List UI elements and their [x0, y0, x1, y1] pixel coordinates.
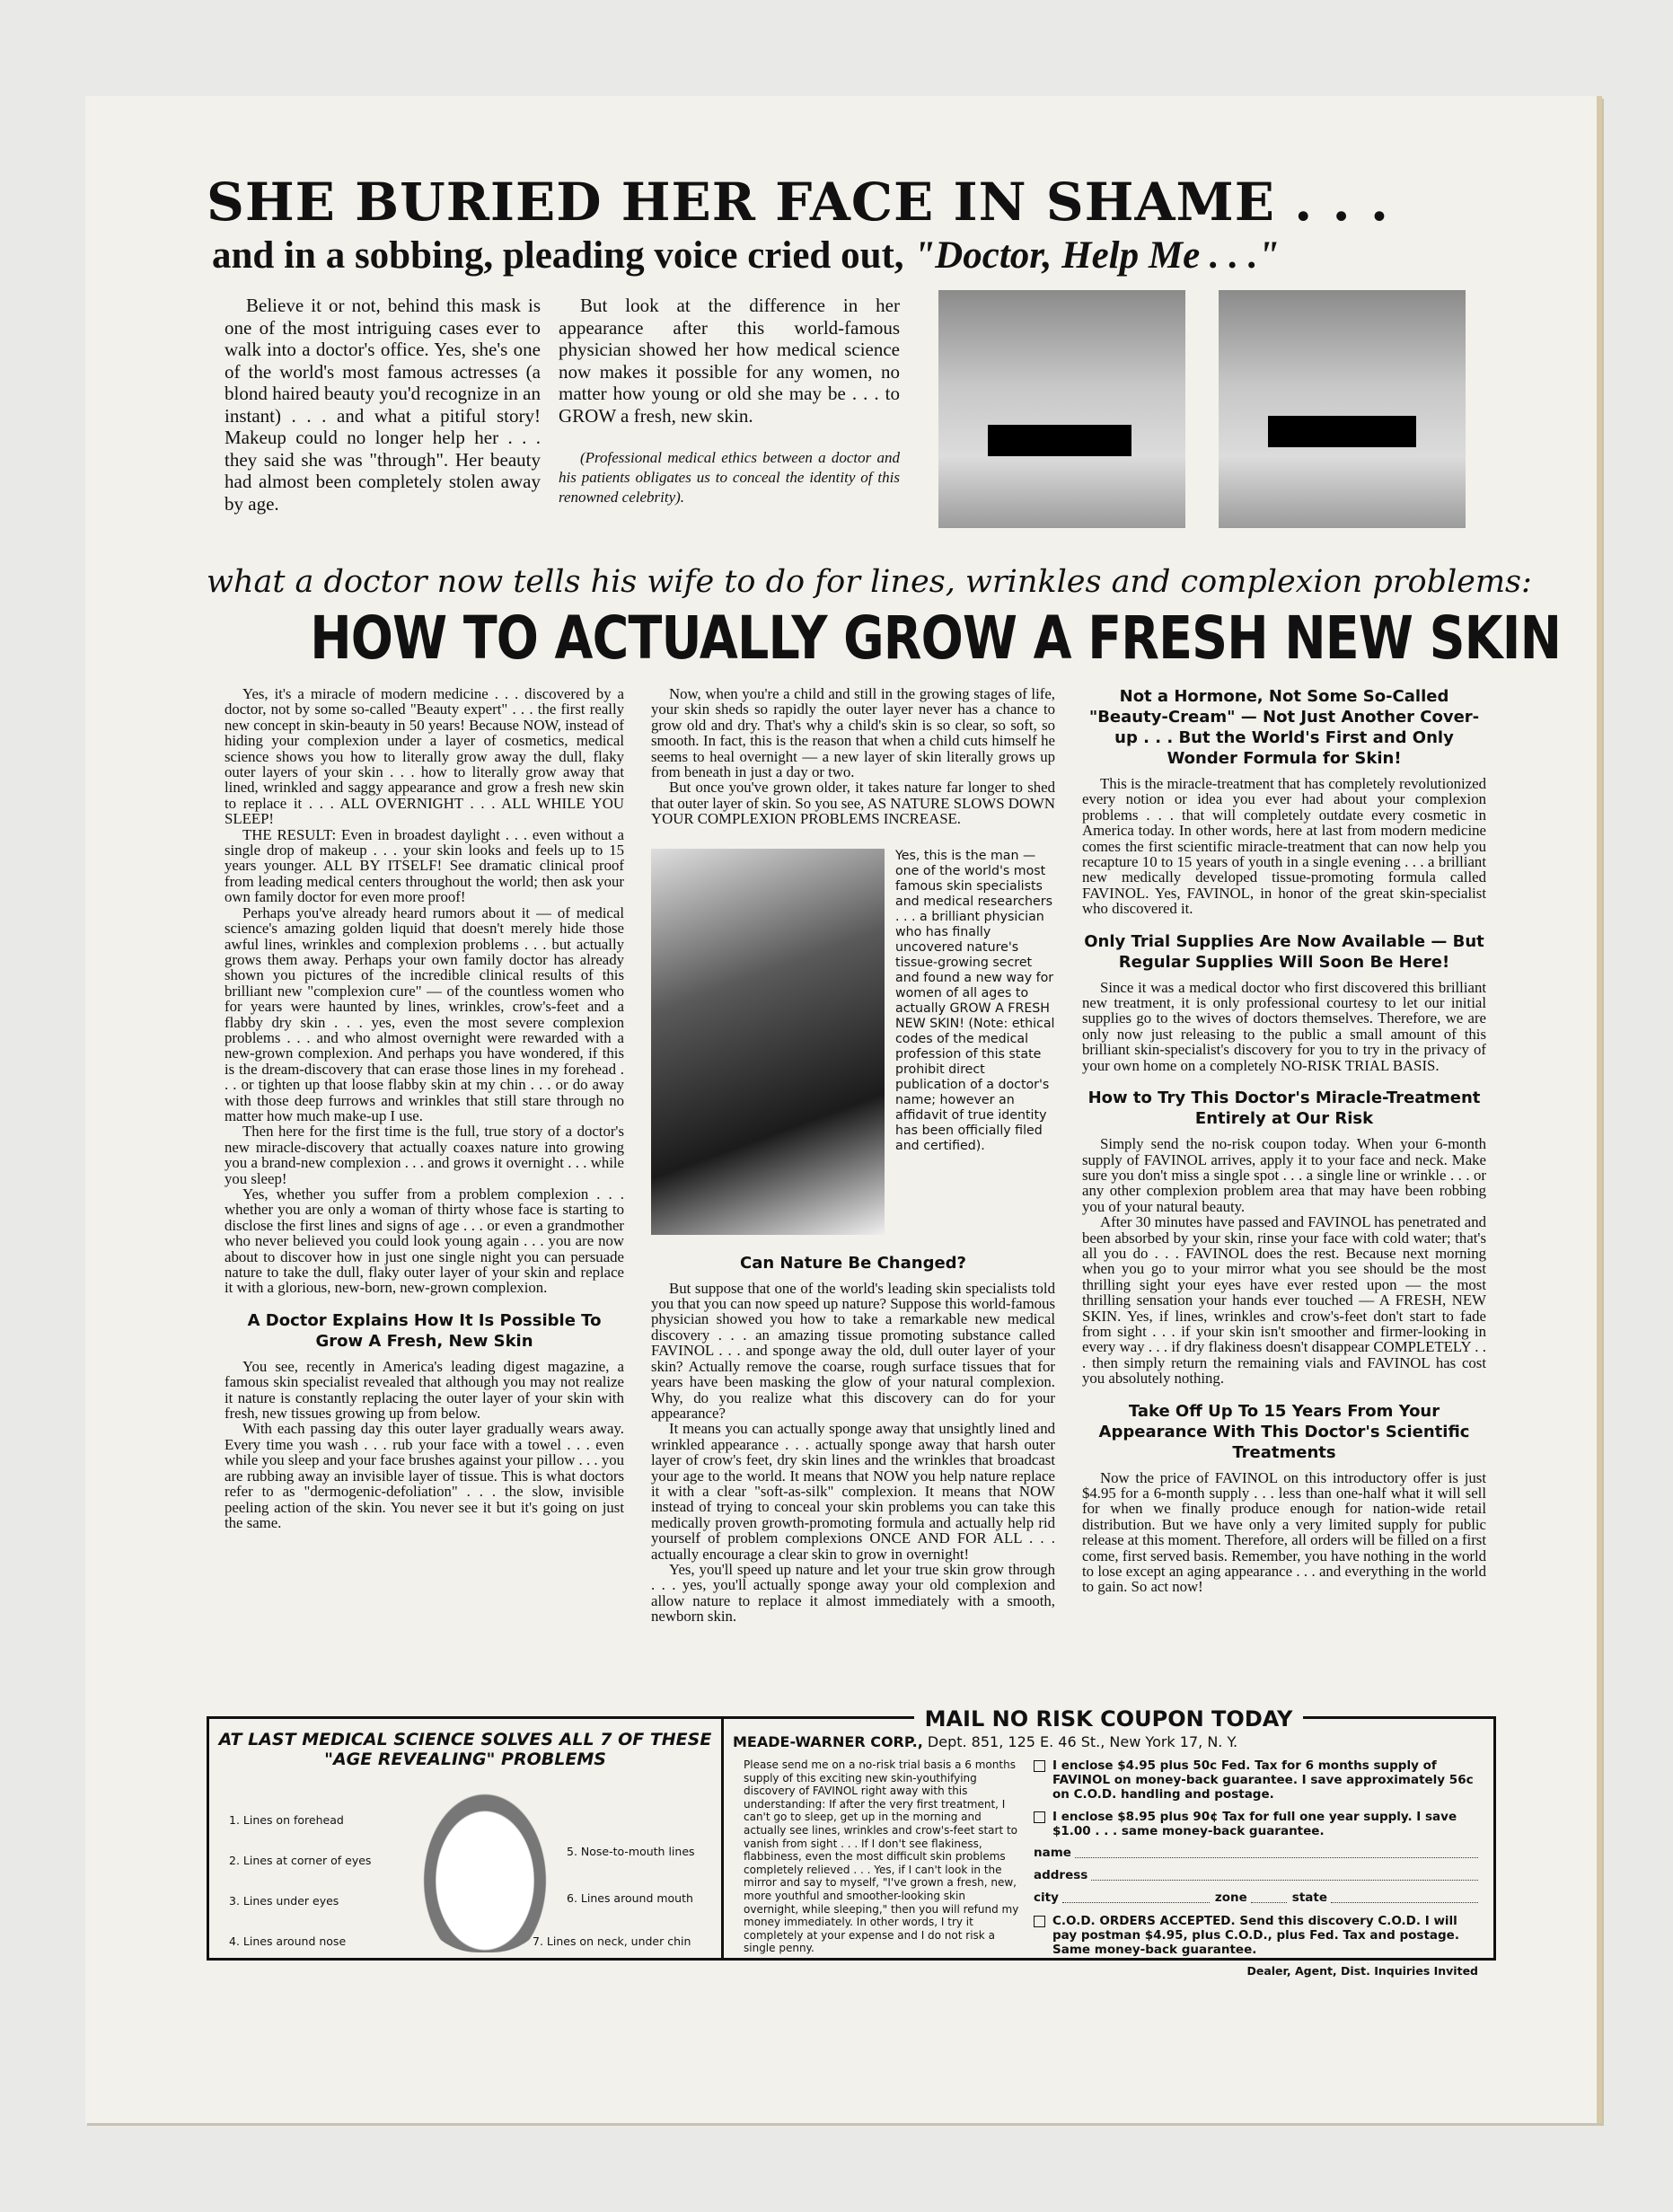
doctor-subheadline: what a doctor now tells his wife to do for lines, wrinkles and complexion problems:	[207, 564, 1532, 600]
doctor-portrait-block	[651, 849, 1055, 1235]
woman-face-illustration	[409, 1773, 561, 1952]
section-heading: Take Off Up To 15 Years From Your Appearance With This Doctor's Scientific Treatments	[1098, 1401, 1470, 1462]
photo-caption: Yes, this is the man —one of the world's most famous skin specialists and medical researchers . . . a brilliant physician who has finally uncovered nature's tissue-growing secret and found a new way for women of all ages to actually GROW A FRESH NEW SKIN! (Note: ethical codes of the medical profession of this state prohibit direct publication of a doctor's name; however an affidavit of true identity has been officially filed and certified).	[895, 848, 1055, 1153]
order-options	[1034, 1758, 1478, 1978]
address-field[interactable]: address	[1034, 1868, 1478, 1882]
problem-label: 2. Lines at corner of eyes	[229, 1854, 372, 1867]
section-heading: Only Trial Supplies Are Now Available — But Regular Supplies Will Soon Be Here!	[1084, 931, 1484, 972]
coupon-title: MAIL NO RISK COUPON TODAY	[724, 1706, 1493, 1732]
censor-bar	[988, 425, 1131, 456]
problem-label: 6. Lines around mouth	[567, 1891, 693, 1905]
before-photo	[938, 290, 1185, 528]
dealer-note: Dealer, Agent, Dist. Inquiries Invited	[1246, 1964, 1478, 1978]
option-cod[interactable]: C.O.D. ORDERS ACCEPTED. Send this discovery C.O.D. I will pay postman $4.95, plus C.O.D., plus Fed. Tax and postage. Same money-back guarantee.	[1034, 1914, 1478, 1958]
city-zone-state-field[interactable]: city zone state	[1034, 1890, 1478, 1905]
problems-heading: AT LAST MEDICAL SCIENCE SOLVES ALL 7 OF THESE "AGE REVEALING" PROBLEMS	[218, 1730, 712, 1769]
grow-skin-headline: HOW TO ACTUALLY GROW A FRESH NEW SKIN	[310, 604, 1562, 673]
coupon-terms: Please send me on a no-risk trial basis a 6 months supply of this exciting new skin-youthifying discovery of FAVINOL right away with this understanding: If after the very first treatment, I can't go to sleep, get up in the morning and actually see lines, wrinkles and crow's-feet start to vanish from sight . . . If I don't see flakiness, flabbiness, even the most difficult skin problems completely relieved . . . Yes, if I can't look in the mirror and say to myself, "I've grown a fresh, new, more youthful and smoother-looking skin overnight, while sleeping," then you will refund my money immediately. In other words, I try it completely at your expense and I do not risk a single penny.	[744, 1758, 1019, 1955]
option-one-year[interactable]: I enclose $8.95 plus 90¢ Tax for full one year supply. I save $1.00 . . . same money-back guarantee.	[1034, 1810, 1478, 1838]
checkbox[interactable]	[1034, 1916, 1045, 1927]
censor-bar	[1268, 416, 1416, 447]
section-heading: A Doctor Explains How It Is Possible To Grow A Fresh, New Skin	[247, 1310, 602, 1351]
section-heading: Not a Hormone, Not Some So-Called "Beauty-Cream" — Not Just Another Cover-up . . . But the World's First and Only Wonder Formula for Skin!	[1088, 687, 1480, 768]
intro-column-2: But look at the difference in her appearance after this world-famous physician showed her how medical science now makes it possible for any women, no matter how young or old she may be . . . to GROW a fresh, new skin. (Professional medical ethics between a doctor and his patients obligates us to conceal the identity of this renowned celebrity).	[559, 295, 900, 506]
quote-text: "Doctor, Help Me . . ."	[913, 234, 1280, 277]
main-headline: SHE BURIED HER FACE IN SHAME . . .	[207, 172, 1390, 233]
problem-label: 4. Lines around nose	[229, 1934, 347, 1948]
section-heading: Can Nature Be Changed?	[739, 1253, 967, 1273]
checkbox[interactable]	[1034, 1811, 1045, 1823]
section-heading: How to Try This Doctor's Miracle-Treatment Entirely at Our Risk	[1087, 1088, 1481, 1129]
name-field[interactable]: name	[1034, 1846, 1478, 1860]
option-six-month[interactable]: I enclose $4.95 plus 50c Fed. Tax for 6 months supply of FAVINOL on money-back guarantee. I save approximately 56c on C.O.D. handling and postage.	[1034, 1758, 1478, 1802]
problem-label: 5. Nose-to-mouth lines	[567, 1845, 695, 1858]
advertisement	[207, 171, 1562, 1701]
intro-column-1: Believe it or not, behind this mask is one of the most intriguing cases ever to walk into a doctor's office. Yes, she's one of the world's most famous actresses (a blond haired beauty you'd recognize in an instant) . . . and what a pitiful story! Makeup could no longer help her . . . they said she was "through". Her beauty had almost been completely stolen away by age.	[225, 295, 541, 515]
doctor-photo	[651, 849, 885, 1235]
article-column-2: Now, when you're a child and still in the growing stages of life, your skin sheds so rapidly the outer layer never has a chance to grow old and dry. That's why a child's skin is so clear, so soft, so smooth. In fact, this is the reason that when a child cuts himself he seems to heal overnight — a new layer of skin literally grows up from beneath in just a day or two. But once you've grown older, it takes nature far longer to shed that outer layer of skin. So you see, AS NATURE SLOWS DOWN YOUR COMPLEXION PROBLEMS INCREASE. Yes, this is the man —one of the world's most famous skin specialists and medical researchers . . . a brilliant physician who has finally uncovered nature's tissue-growing secret and found a new way for women of all ages to actually GROW A FRESH NEW SKIN! (Note: ethical codes of the medical profession of this state prohibit direct publication of a doctor's name; however an affidavit of true identity has been officially filed and certified). Can Nature Be Changed? But suppose that one of the world's leading skin specialists told you that you can now speed up nature? Suppose this world-famous physician showed you how to take a remarkable new medical discovery . . . an amazing tissue promoting substance called FAVINOL . . . and sponge away the old, dull outer layer of your skin? Actually remove the coarse, rough surface tissues that for years have been masking the glow of your natural complexion. Why, do you realize what this discovery can do for your appearance? It means you can actually sponge away that unsightly lined and wrinkled appearance . . . actually sponge away that harsh outer layer of crow's feet, dry skin lines and the wrinkles that broadcast your age to the world. It means that NOW you help nature replace it with a clear "soft-as-silk" complexion. It means that NOW instead of trying to conceal your skin problems you can take this medically proven growth-promoting formula and actually help rid yourself of problem complexions ONCE AND FOR ALL . . . actually encourage a clear skin to grow in overnight! Yes, you'll speed up nature and let your true skin grow through . . . yes, you'll actually sponge away your old complexion and allow nature to replace it almost immediately with a smooth, newborn skin.	[651, 685, 1055, 1626]
order-coupon	[207, 1706, 1496, 1978]
problem-label: 7. Lines on neck, under chin	[533, 1934, 691, 1948]
company-address: MEADE-WARNER CORP., Dept. 851, 125 E. 46 St., New York 17, N. Y.	[733, 1733, 1238, 1750]
checkbox[interactable]	[1034, 1760, 1045, 1772]
problem-label: 3. Lines under eyes	[229, 1894, 339, 1908]
article-column-1: Yes, it's a miracle of modern medicine . . . discovered by a doctor, not by some so-called "Beauty expert" . . . the first really new concept in skin-beauty in 50 years! Because NOW, instead of hiding your complexion under a layer of cosmetics, medical science shows you how to literally grow away the dull, flaky outer layers of your skin . . . how to literally grow away that lined, wrinkled and saggy appearance and grow a fresh new skin to replace it . . . ALL OVERNIGHT . . . ALL WHILE YOU SLEEP! THE RESULT: Even in broadest daylight . . . even without a single drop of makeup . . . your skin looks and feels up to 15 years younger. ALL BY ITSELF! See dramatic clinical proof from leading medical centers throughout the world; then ask your own family doctor for even more proof! Perhaps you've already heard rumors about it — of medical science's amazing golden liquid that doesn't merely hide those awful lines, wrinkles and complexion problems . . . but actually grows them away. Perhaps your own family doctor has already shown you pictures of the incredible clinical results of this brilliant new "complexion cure" — of the countless women who for years were haunted by lines, wrinkles, crow's-feet and a flabby dry skin . . . yes, even the most severe complexion problems . . . and who almost overnight were rewarded with a new-grown complexion. And perhaps you have wondered, if this is the dream-discovery that can erase those lines in my forehead . . . or tighten up that loose flabby skin at my chin . . . or do away with those deep furrows and wrinkles that still stare through no matter how much make-up I use. Then here for the first time is the full, true story of a doctor's new miracle-discovery that actually coaxes nature into growing you a brand-new complexion . . . and grows it overnight . . . while you sleep! Yes, whether you suffer from a problem complexion . . . whether you are only a woman of thirty whose face is starting to disclose the first lines and signs of age . . . or even a grandmother who never believed you could look young again . . . you are now about to discover how in just one single night you can persuade nature to take the dull, flaky outer layer of your skin and replace it with a glorious, new-born, new-grown complexion. A Doctor Explains How It Is Possible To Grow A Fresh, New Skin You see, recently in America's leading digest magazine, a famous skin specialist revealed that although you may not realize it nature is constantly replacing the outer layer of your skin with fresh, new tissues growing up from below. With each passing day this outer layer gradually wears away. Every time you wash . . . rub your face with a towel . . . even while you sleep and your face brushes against your pillow . . . you are rubbing away an invisible layer of tissue. This is what doctors refer to as "dermogenic-defoliation" . . . the slow, invisible peeling action of the skin. You never see it but it's going on just the same.	[225, 685, 624, 1531]
age-problems-panel	[209, 1719, 724, 1958]
problem-label: 1. Lines on forehead	[229, 1813, 344, 1827]
ethics-note: (Professional medical ethics between a doctor and his patients obligates us to conceal the identity of this renowned celebrity).	[559, 449, 900, 506]
after-photo	[1219, 290, 1466, 528]
coupon-form	[724, 1706, 1493, 1978]
article-column-3: Not a Hormone, Not Some So-Called "Beauty-Cream" — Not Just Another Cover-up . . . But the World's First and Only Wonder Formula for Skin! This is the miracle-treatment that has completely revolutionized every notion or idea you ever had about your complexion problems . . . that will completely outdate every cosmetic in America today. In other words, here at last from modern medicine comes the first scientific miracle-treatment that can now help you recapture 10 to 15 years of youth in a single evening . . . a brilliant new medically developed tissue-promoting formula called FAVINOL. Yes, FAVINOL, in honor of the great skin-specialist who discovered it. Only Trial Supplies Are Now Available — But Regular Supplies Will Soon Be Here! Since it was a medical doctor who first discovered this brilliant new treatment, it is only professional courtesy to let our initial supplies go to the wives of doctors themselves. Therefore, we are only now just releasing to the public a small amount of this brilliant skin-specialist's discovery for you to try in the privacy of your own home on a completely NO-RISK TRIAL BASIS. How to Try This Doctor's Miracle-Treatment Entirely at Our Risk Simply send the no-risk coupon today. When your 6-month supply of FAVINOL arrives, apply it to your face and neck. Make sure you don't miss a single spot . . . a single line or wrinkle . . . or any other complexion problem area that may have been robbing you of your natural beauty. After 30 minutes have passed and FAVINOL has penetrated and been absorbed by your skin, rinse your face with cold water; that's all you do . . . FAVINOL does the rest. Because next morning when you go to your mirror what you see should be the most thrilling sight your eyes have ever rested upon — the most thrilling sensation your hands ever touched — A FRESH, NEW SKIN. Yes, if lines, wrinkles and crow's-feet don't start to fade from sight . . . if your skin isn't smoother and firmer-looking in every way . . . if dry flakiness doesn't disappear COMPLETELY . . . then simply return the remaining vials and FAVINOL has cost you absolutely nothing. Take Off Up To 15 Years From Your Appearance With This Doctor's Scientific Treatments Now the price of FAVINOL on this introductory offer is just $4.95 for a 6-month supply . . . less than one-half what it will sell for when we finally produce enough for nation-wide retail distribution. But we have only a very limited supply for public release at this moment. Therefore, all orders will be filled on a first come, first served basis. Remember, you have nothing in the world to lose except an aging appearance . . . and everything in the world to gain. So act now!	[1082, 687, 1486, 1596]
article-body	[207, 686, 1500, 1701]
intro-section	[207, 295, 1500, 544]
sub-headline: and in a sobbing, pleading voice cried out, "Doctor, Help Me . . ."	[212, 234, 1280, 277]
